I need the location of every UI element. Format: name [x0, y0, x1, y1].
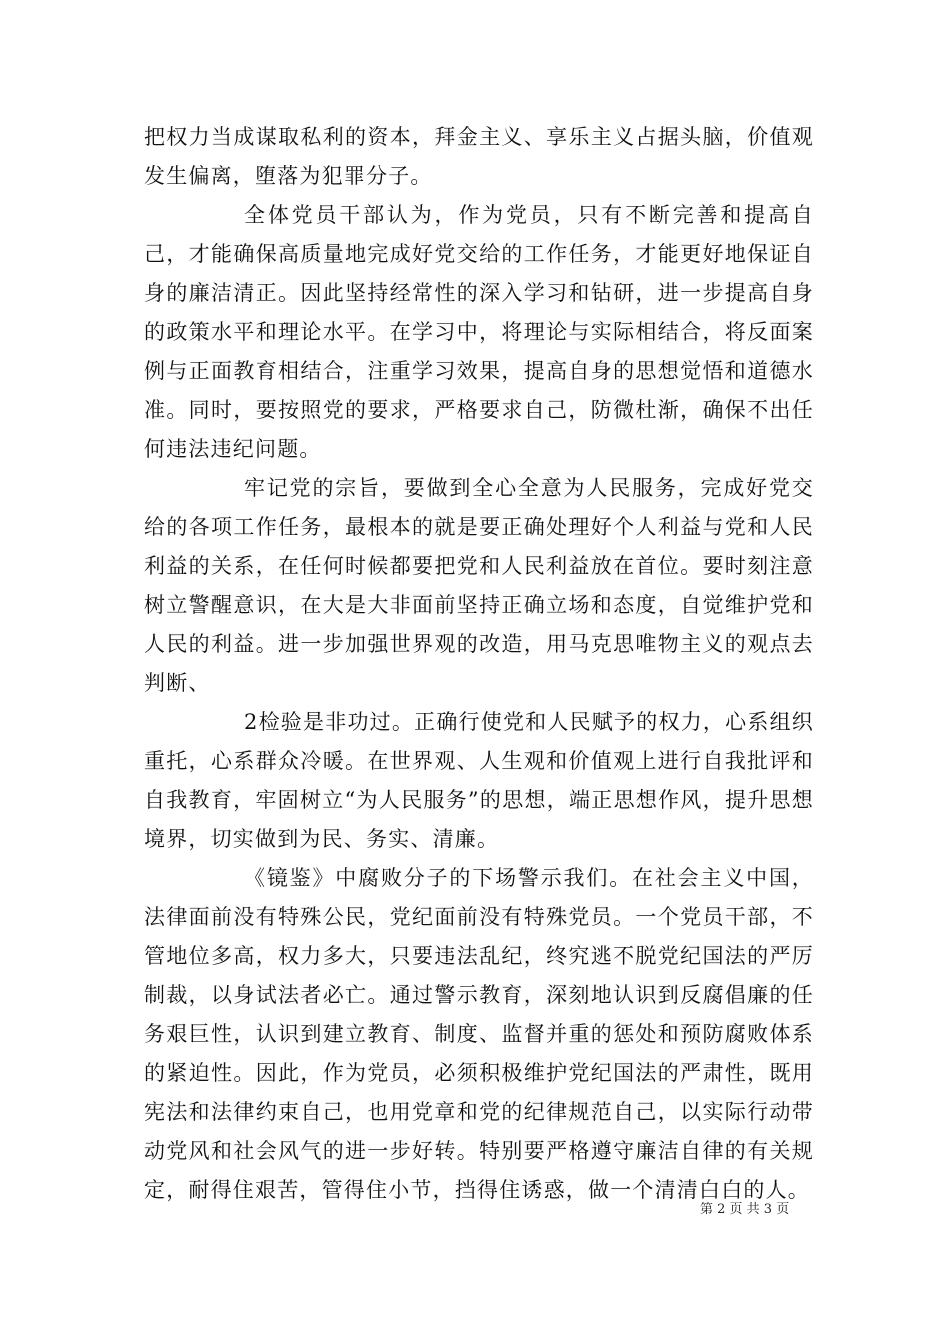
page-number-footer: 第 2 页 共 3 页	[700, 1202, 790, 1217]
paragraph-3: 牢记党的宗旨，要做到全心全意为人民服务，完成好党交给的各项工作任务，最根本的就是要正确处理好个人利益与党和人民利益的关系，在任何时候都要把党和人民利益放在首位。要时刻注意树立警醒意识，在大是大非面前坚持正确立场和态度，自觉维护党和人民的利益。进一步加强世界观的改造，用马克思唯物主义的观点去判断、	[144, 476, 814, 695]
paragraph-2: 全体党员干部认为，作为党员，只有不断完善和提高自己，才能确保高质量地完成好党交给的工作任务，才能更好地保证自身的廉洁清正。因此坚持经常性的深入学习和钻研，进一步提高自身的政策水平和理论水平。在学习中，将理论与实际相结合，将反面案例与正面教育相结合，注重学习效果，提高自身的思想觉悟和道德水准。同时，要按照党的要求，严格要求自己，防微杜渐，确保不出任何违法违纪问题。	[144, 203, 814, 461]
paragraph-4: 2检验是非功过。正确行使党和人民赋予的权力，心系组织重托，心系群众冷暖。在世界观、人生观和价值观上进行自我批评和自我教育，牢固树立“为人民服务”的思想，端正思想作风，提升思想境界，切实做到为民、务实、清廉。	[144, 710, 814, 851]
paragraph-5: 《镜鉴》中腐败分子的下场警示我们。在社会主义中国，法律面前没有特殊公民，党纪面前没有特殊党员。一个党员干部，不管地位多高，权力多大，只要违法乱纪，终究逃不脱党纪国法的严厉制裁，以身试法者必亡。通过警示教育，深刻地认识到反腐倡廉的任务艰巨性，认识到建立教育、制度、监督并重的惩处和预防腐败体系的紧迫性。因此，作为党员，必须积极维护党纪国法的严肃性，既用宪法和法律约束自己，也用党章和党的纪律规范自己，以实际行动带动党风和社会风气的进一步好转。特别要严格遵守廉洁自律的有关规定，耐得住艰苦，管得住小节，挡得住诱惑，做一个清清白白的人。	[144, 866, 814, 1202]
document-body	[144, 118, 814, 1210]
paragraph-1: 把权力当成谋取私利的资本，拜金主义、享乐主义占据头脑，价值观发生偏离，堕落为犯罪分子。	[144, 125, 814, 188]
